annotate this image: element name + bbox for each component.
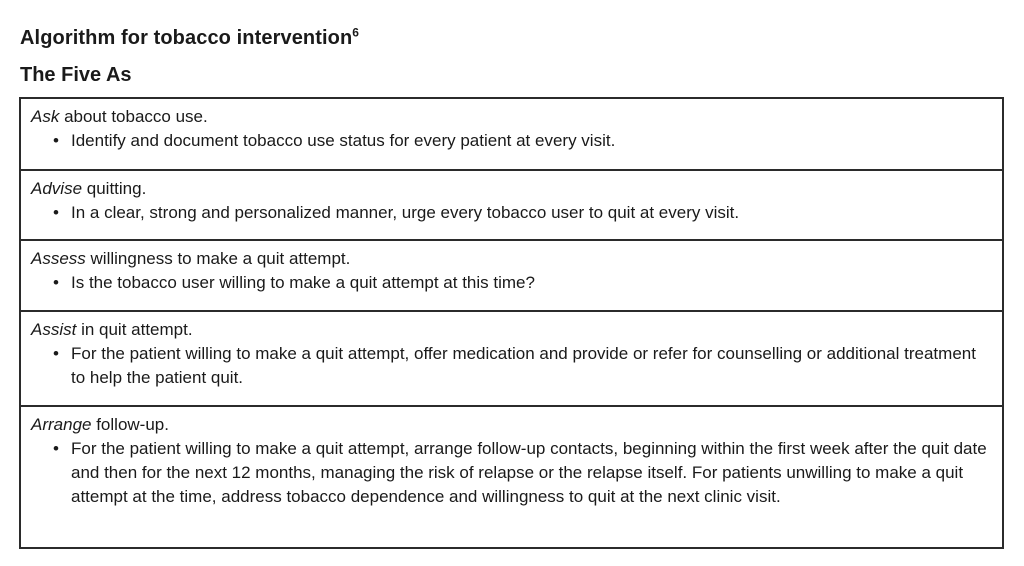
row-keyword: Assist	[31, 320, 77, 339]
row-keyword: Ask	[31, 107, 60, 126]
list-item	[31, 129, 992, 153]
row-keyword: Assess	[31, 249, 86, 268]
table-row-assist	[21, 310, 1002, 405]
list-item	[31, 201, 992, 225]
table-row-arrange	[21, 405, 1002, 547]
bullet-icon: •	[53, 273, 59, 292]
row-heading	[31, 105, 992, 129]
bullet-text: For the patient willing to make a quit attempt, offer medication and provide or refer for counselling or additional treatment to help the patient quit.	[71, 344, 976, 387]
title-footnote-marker: 6	[352, 25, 360, 40]
bullet-text: Is the tobacco user willing to make a quit attempt at this time?	[71, 273, 535, 292]
bullet-icon: •	[53, 344, 59, 363]
row-heading	[31, 177, 992, 201]
bullet-text: Identify and document tobacco use status for every patient at every visit.	[71, 131, 616, 150]
row-heading	[31, 318, 992, 342]
bullet-icon: •	[53, 439, 59, 458]
row-heading	[31, 247, 992, 271]
bullet-icon: •	[53, 203, 59, 222]
table-row-advise	[21, 169, 1002, 239]
table-row-ask	[21, 99, 1002, 169]
row-heading-text: willingness to make a quit attempt.	[85, 249, 351, 268]
row-heading-text: quitting.	[82, 179, 147, 198]
table-row-assess	[21, 239, 1002, 310]
page-title	[20, 26, 359, 50]
list-item	[31, 342, 992, 390]
row-heading	[31, 413, 992, 437]
row-keyword: Advise	[31, 179, 83, 198]
bullet-text: For the patient willing to make a quit attempt, arrange follow-up contacts, beginning within the first week after the quit date and then for the next 12 months, managing the risk of relapse or the relapse itself. For patients unwilling to make a quit attempt at the time, address tobacco dependence and willingness to quit at the next clinic visit.	[71, 439, 987, 506]
row-heading-text: follow-up.	[91, 415, 169, 434]
title-text: Algorithm for tobacco intervention	[20, 27, 353, 49]
five-as-table	[19, 97, 1004, 549]
list-item	[31, 437, 992, 509]
list-item	[31, 271, 992, 295]
row-heading-text: about tobacco use.	[59, 107, 208, 126]
bullet-icon: •	[53, 131, 59, 150]
row-heading-text: in quit attempt.	[76, 320, 193, 339]
row-keyword: Arrange	[31, 415, 92, 434]
bullet-text: In a clear, strong and personalized manner, urge every tobacco user to quit at every visit.	[71, 203, 740, 222]
page-subtitle: The Five As	[20, 64, 132, 86]
